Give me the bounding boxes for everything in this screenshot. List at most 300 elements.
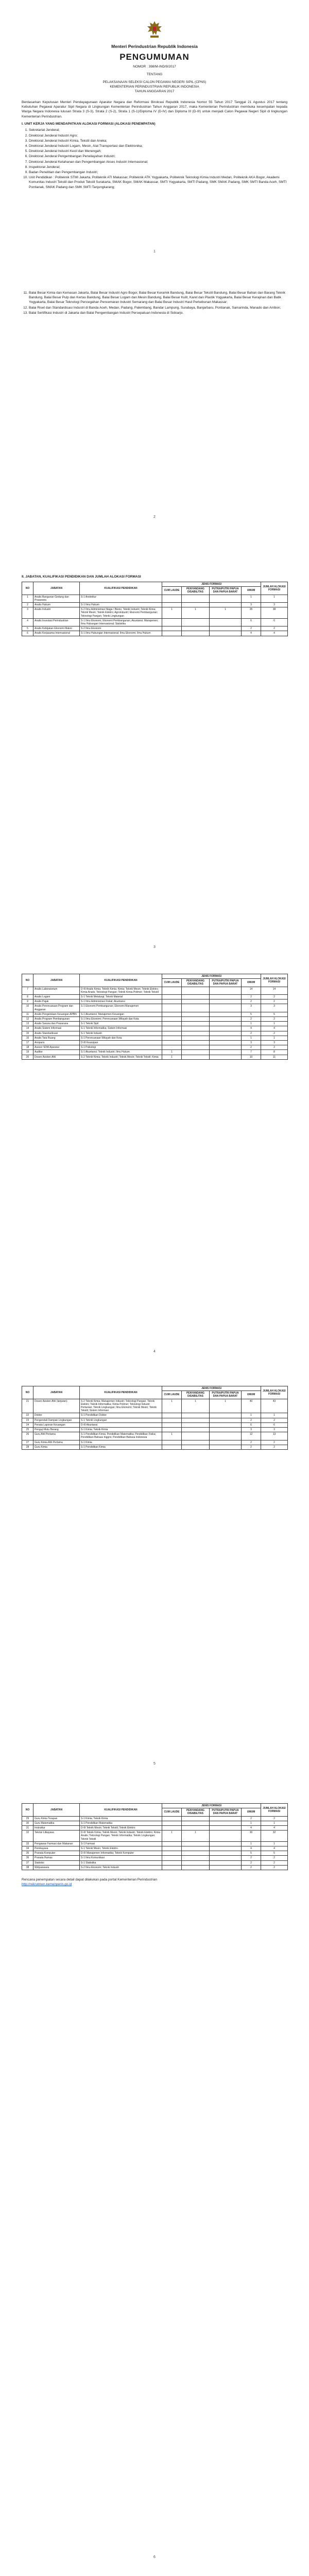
cell-papua: 1	[210, 1399, 242, 1413]
cell-umum: 2	[242, 626, 261, 631]
table-row	[22, 1012, 288, 1016]
cell-umum: 2	[242, 1445, 261, 1449]
cell-umum: 10	[242, 1055, 261, 1059]
cell-jabatan: Asesor SDM Aparatur	[33, 1045, 80, 1050]
cell-jumlah: 6	[261, 1422, 288, 1427]
cell-cumlaude	[162, 1865, 182, 1870]
cell-jabatan: Analis Pengelolaan Keuangan APBN	[33, 1012, 80, 1016]
cell-disabilitas	[182, 618, 210, 626]
cell-jabatan: Guru Kimia Terapan	[33, 1816, 80, 1821]
cell-disabilitas	[182, 1413, 210, 1418]
cell-no: 36	[22, 1856, 33, 1860]
cell-cumlaude	[162, 1418, 182, 1422]
cell-disabilitas: 1	[182, 1831, 210, 1842]
cell-cumlaude: 1	[162, 1432, 182, 1440]
cell-papua: 1	[210, 607, 242, 619]
cell-cumlaude	[162, 1045, 182, 1050]
table-row	[22, 1856, 288, 1860]
cell-umum: 1	[242, 1022, 261, 1026]
cell-papua	[210, 1432, 242, 1440]
cell-no: 12	[22, 1017, 33, 1022]
table-row	[22, 1399, 288, 1413]
cell-jumlah: 2	[261, 999, 288, 1004]
cell-disabilitas	[182, 999, 210, 1004]
cell-kualifikasi: S-1 Ilmu Hukum	[80, 603, 162, 607]
cell-cumlaude	[162, 631, 182, 636]
table-row	[22, 1440, 288, 1445]
cell-disabilitas	[182, 1017, 210, 1022]
cell-umum: 2	[242, 1440, 261, 1445]
cell-jabatan: Pengawas Farmasi dan Makanan	[33, 1841, 80, 1846]
cell-cumlaude	[162, 1816, 182, 1821]
header-kualifikasi: KUALIFIKASI PENDIDIKAN	[80, 1386, 162, 1399]
cell-umum: 2	[242, 1017, 261, 1022]
cell-kualifikasi: S-1 Pendidikan Kimia	[80, 1445, 162, 1449]
cell-papua	[210, 987, 242, 994]
header-papua: PUTRA/PUTRI PAPUA DAN PAPUA BARAT	[210, 1808, 242, 1816]
cell-jabatan: Analis Perencanaan Program dan Anggaran	[33, 1004, 80, 1012]
list-item: 13. Balai Sertifikasi Industri di Jakarta dan Balai Pengembangan Industri Persepatuan Indonesia di Sidoarjo.	[29, 311, 287, 315]
cell-jumlah: 2	[261, 1865, 288, 1870]
table-row	[22, 999, 288, 1004]
cell-cumlaude	[162, 999, 182, 1004]
cell-umum: 2	[242, 1816, 261, 1821]
cell-umum: 2	[242, 1865, 261, 1870]
cell-cumlaude	[162, 1017, 182, 1022]
list-item: 10. Unit Pendidikan : Politeknik STMI Jakarta, Politeknik ATI Makassar, Politeknik ATK Yogyakarta, Politeknik Teknologi Kimia Industri Medan, Politeknik AKA Bogor, Akademi Komunitas Industri Tekstil dan Produk Tekstil Surakarta, SMAK Bogor, SMAK Makassar, SMTI Yogyakarta, SMTI Padang, SMK SMAK Padang, SMK SMTI Banda Aceh, SMTI Pontianak, SMAK Padang dan SMK SMTI Tanjungkarang;	[29, 175, 287, 190]
cell-umum: 6	[242, 1422, 261, 1427]
cell-cumlaude: 1	[162, 1399, 182, 1413]
cell-cumlaude	[162, 1440, 182, 1445]
cell-no: 18	[22, 1045, 33, 1050]
table-row	[22, 995, 288, 999]
cell-no: 32	[22, 1831, 33, 1842]
cell-disabilitas	[182, 1050, 210, 1055]
cell-jumlah: 5	[261, 1012, 288, 1016]
header-jumlah: JUMLAH ALOKASI FORMASI	[261, 1804, 288, 1817]
about-label: TENTANG	[146, 73, 163, 76]
cell-umum: 1	[242, 1036, 261, 1040]
cell-cumlaude	[162, 1422, 182, 1427]
cell-no: 19	[22, 1050, 33, 1055]
cell-no: 28	[22, 1445, 33, 1449]
header-papua: PUTRA/PUTRI PAPUA DAN PAPUA BARAT	[210, 979, 242, 987]
cell-kualifikasi: S-2 Teknik Kimia; Manajemen Industri; Teknologi Pangan; Teknik Elektro; Teknik Informatika; Kimia Polimer; Teknologi Industri Pertanian; Teknik Lingkungan; Ilmu Ekonomi; Teknik Mesin; Teknik Tekstil; Sistem Informasi	[80, 1399, 162, 1413]
cell-jumlah: 4	[261, 1846, 288, 1851]
table-row	[22, 1050, 288, 1055]
cell-no: 6	[22, 631, 33, 636]
cell-papua	[210, 603, 242, 607]
section-1-title: I. UNIT KERJA YANG MENDAPATKAN ALOKASI FORMASI (ALOKASI PENEMPATAN)	[22, 122, 156, 126]
formation-table	[22, 974, 288, 1060]
cell-jumlah: 38	[261, 607, 288, 619]
cell-no: 37	[22, 1860, 33, 1865]
list-item: 2. Direktorat Jenderal Industri Agro;	[29, 133, 287, 138]
cell-kualifikasi: S-1 Ilmu Hubungan Internasional; Ilmu Ekonomi; Ilmu Hukum	[80, 631, 162, 636]
cell-jabatan: Dokter	[33, 1413, 80, 1418]
cell-jumlah: 1	[261, 1036, 288, 1040]
cell-jumlah: 4	[261, 1826, 288, 1831]
cell-jabatan: Teknisi Litkayasa	[33, 1831, 80, 1842]
cell-jabatan: Auditor	[33, 1050, 80, 1055]
cell-umum: 2	[242, 1418, 261, 1422]
table-row	[22, 1418, 288, 1422]
cell-umum: 2	[242, 1860, 261, 1865]
cell-no: 10	[22, 1004, 33, 1012]
cell-kualifikasi: S-1 Pendidikan Matematika	[80, 1821, 162, 1825]
header-cumlaude: CUM LAUDE	[162, 1808, 182, 1816]
cell-cumlaude	[162, 1428, 182, 1432]
cell-papua	[210, 1821, 242, 1825]
cell-papua	[210, 1856, 242, 1860]
cell-disabilitas	[182, 1821, 210, 1825]
cell-cumlaude	[162, 1031, 182, 1036]
cell-disabilitas	[182, 1445, 210, 1449]
cell-no: 24	[22, 1422, 33, 1427]
cell-jabatan: Dosen Asisten Ahli	[33, 1055, 80, 1059]
cell-disabilitas	[182, 1428, 210, 1432]
cell-jabatan: Statistisi	[33, 1860, 80, 1865]
cell-jabatan: Dosen Asisten Ahli (lanjutan)	[33, 1399, 80, 1413]
cell-disabilitas	[182, 1418, 210, 1422]
cell-kualifikasi: S-1 Akuntansi; Teknik Industri; Ilmu Hukum	[80, 1050, 162, 1055]
page-5	[22, 1386, 287, 1450]
cell-disabilitas	[182, 1826, 210, 1831]
cell-papua	[210, 1050, 242, 1055]
table-row	[22, 1846, 288, 1851]
section-2-title: II. JABATAN, KUALIFIKASI PENDIDIKAN DAN JUMLAH ALOKASI FORMASI	[22, 575, 141, 579]
cell-cumlaude	[162, 1012, 182, 1016]
table-row	[22, 1831, 288, 1842]
cell-disabilitas	[182, 1860, 210, 1865]
cell-jabatan: Arsiparis	[33, 1041, 80, 1045]
header-jabatan: JABATAN	[33, 1386, 80, 1399]
cell-jumlah: 2	[261, 1418, 288, 1422]
table-row	[22, 626, 288, 631]
cell-disabilitas	[182, 1841, 210, 1846]
cell-jabatan: Analis Program Pembangunan	[33, 1017, 80, 1022]
cell-jumlah: 2	[261, 626, 288, 631]
cell-cumlaude: 1	[162, 1831, 182, 1842]
header-jumlah: JUMLAH ALOKASI FORMASI	[261, 582, 288, 595]
cell-no: 1	[22, 595, 33, 602]
intro-paragraph: Berdasarkan Keputusan Menteri Pendayagunaan Aparatur Negara dan Reformasi Birokrasi Republik Indonesia Nomor 55 Tahun 2017 Tanggal 21 Agustus 2017 tentang Kebutuhan Pegawai Aparatur Sipil Negara di Lingkungan Kementerian Perindustrian Tahun Anggaran 2017, maka Kementerian Perindustrian membuka kesempatan kepada Warga Negara Indonesia lulusan Strata 3 (S-3), Strata 2 (S-2), Strata 1 (S-1)/Diploma IV (D-IV) dan Diploma III (D-III) untuk menjadi Calon Pegawai Negeri Sipil di lingkungan Kementerian Perindustrian.	[22, 100, 287, 118]
cell-disabilitas	[182, 1432, 210, 1440]
cell-cumlaude	[162, 618, 182, 626]
cell-jumlah: 13	[261, 1432, 288, 1440]
cell-jumlah: 2	[261, 995, 288, 999]
cell-papua	[210, 618, 242, 626]
cell-jabatan: Penata Laporan Keuangan	[33, 1422, 80, 1427]
cell-kualifikasi: S-2 Teknik Kimia; Teknik Industri; Teknik Mesin; Teknik Tekstil; Kimia	[80, 1055, 162, 1059]
page-number: 5	[153, 1762, 156, 1766]
cell-umum: 3	[242, 603, 261, 607]
cell-cumlaude	[162, 1860, 182, 1865]
cell-jabatan: Guru Ahli Pertama	[33, 1432, 80, 1440]
cell-disabilitas	[182, 595, 210, 602]
cell-kualifikasi: D-III Teknik Mesin; Teknik Tekstil; Teknik Elektro	[80, 1826, 162, 1831]
page-number: 4	[153, 1350, 156, 1353]
cell-umum: 12	[242, 1432, 261, 1440]
cell-no: 34	[22, 1846, 33, 1851]
cell-kualifikasi: S-1 Kimia; Teknik Kimia	[80, 1428, 162, 1432]
cell-kualifikasi: S-2 Ilmu Ekonomi; Teknik Industri	[80, 1865, 162, 1870]
cell-cumlaude	[162, 1004, 182, 1012]
cell-papua	[210, 1860, 242, 1865]
cell-jabatan: Analis Industri	[33, 607, 80, 619]
org-name: Menteri Perindustrian Republik Indonesia	[111, 44, 198, 49]
cell-jumlah: 2	[261, 1860, 288, 1865]
header-no: NO	[22, 974, 33, 987]
page-1	[22, 20, 287, 190]
cell-papua	[210, 631, 242, 636]
cell-umum: 2	[242, 1045, 261, 1050]
cell-jumlah: 11	[261, 1055, 288, 1059]
cell-no: 3	[22, 607, 33, 619]
table-row	[22, 1816, 288, 1821]
cell-kualifikasi: D-III Teknik Kimia; Teknik Mesin; Teknik Industri; Teknik Elektro; Kimia Analis; Teknologi Pangan; Teknik Informatika; Teknik Lingkungan; Teknik Tekstil	[80, 1831, 162, 1842]
header-kualifikasi: KUALIFIKASI PENDIDIKAN	[80, 1804, 162, 1817]
table-row	[22, 1041, 288, 1045]
cell-no: 8	[22, 995, 33, 999]
header-no: NO	[22, 1386, 33, 1399]
document-number: NOMOR : 398/M-IND/9/2017	[133, 65, 176, 69]
cell-jabatan: Analis Bangunan Gedung dan Prasarana	[33, 595, 80, 602]
cell-cumlaude: 1	[162, 1055, 182, 1059]
cell-papua	[210, 995, 242, 999]
formation-table	[22, 582, 288, 636]
list-item: 6. Direktorat Jenderal Pengembangan Perwilayahan Industri;	[29, 154, 287, 159]
cell-umum: 5	[242, 1851, 261, 1856]
cell-jabatan: Analis Laboratorium	[33, 987, 80, 994]
cell-jabatan: Pranata Komputer	[33, 1851, 80, 1856]
cell-jabatan: Analis Investasi Perindustrian	[33, 618, 80, 626]
cell-no: 9	[22, 999, 33, 1004]
table-row	[22, 1017, 288, 1022]
cell-cumlaude	[162, 1036, 182, 1040]
cell-jabatan: Pranata Humas	[33, 1856, 80, 1860]
cell-kualifikasi: D-III Kearsipan	[80, 1041, 162, 1045]
cell-no: 35	[22, 1851, 33, 1856]
cell-jumlah: 43	[261, 1399, 288, 1413]
table-row	[22, 1428, 288, 1432]
cell-umum: 1	[242, 1413, 261, 1418]
cell-disabilitas	[182, 987, 210, 994]
cell-kualifikasi: S-1 Kimia	[80, 1440, 162, 1445]
list-item: 11. Balai Besar Kimia dan Kemasan Jakarta, Balai Besar Industri Agro Bogor, Balai Besar Keramik Bandung, Balai Besar Tekstil Bandung, Balai Besar Bahan dan Barang Teknik Bandung, Balai Besar Pulp dan Kertas Bandung, Balai Besar Logam dan Mesin Bandung, Balai Besar Kulit, Karet dan Plastik Yogyakarta, Balai Besar Kerajinan dan Batik Yogyakarta, Balai Besar Teknologi Pencegahan Pencemaran Industri Semarang dan Balai Besar Industri Hasil Perkebunan Makassar;	[29, 291, 287, 305]
table-row	[22, 1821, 288, 1825]
header-cumlaude: CUM LAUDE	[162, 1391, 182, 1399]
cell-umum: 4	[242, 1846, 261, 1851]
cell-jumlah: 5	[261, 1851, 288, 1856]
cell-umum: 3	[242, 1041, 261, 1045]
cell-no: 25	[22, 1428, 33, 1432]
cell-no: 38	[22, 1865, 33, 1870]
cell-disabilitas	[182, 1031, 210, 1036]
cell-disabilitas	[182, 995, 210, 999]
cell-papua	[210, 1041, 242, 1045]
cell-jumlah: 6	[261, 618, 288, 626]
cell-papua	[210, 1055, 242, 1059]
recruitment-link[interactable]: http://rekrutmen.kemenperin.go.id	[22, 1883, 72, 1887]
page-number: 6	[153, 2555, 156, 2559]
header-jumlah: JUMLAH ALOKASI FORMASI	[261, 974, 288, 987]
subject-line: KEMENTERIAN PERINDUSTRIAN REPUBLIK INDONESIA	[110, 85, 199, 89]
cell-umum: 4	[242, 1026, 261, 1031]
table-row	[22, 1022, 288, 1026]
cell-jabatan: Penguji Mutu Barang	[33, 1428, 80, 1432]
cell-no: 15	[22, 1031, 33, 1036]
page-2	[22, 289, 287, 316]
cell-cumlaude	[162, 595, 182, 602]
cell-disabilitas	[182, 626, 210, 631]
cell-no: 14	[22, 1026, 33, 1031]
cell-jabatan: Analis Standardisasi	[33, 1031, 80, 1036]
cell-umum: 40	[242, 1399, 261, 1413]
cell-papua	[210, 1826, 242, 1831]
cell-umum: 35	[242, 607, 261, 619]
cell-umum: 1	[242, 1841, 261, 1846]
footer-note-text: Rencana penempatan secara detail dapat dilakukan pada portal Kementerian Perindustrian	[22, 1878, 158, 1882]
cell-disabilitas	[182, 1856, 210, 1860]
cell-papua	[210, 1017, 242, 1022]
cell-jumlah: 4	[261, 1026, 288, 1031]
cell-jumlah: 2	[261, 1045, 288, 1050]
cell-umum: 4	[242, 631, 261, 636]
cell-kualifikasi: S-1 Arsitektur	[80, 595, 162, 602]
cell-umum: 2	[242, 995, 261, 999]
cell-papua	[210, 1036, 242, 1040]
cell-kualifikasi: D-III Akuntansi	[80, 1422, 162, 1427]
header-kualifikasi: KUALIFIKASI PENDIDIKAN	[80, 582, 162, 595]
cell-jabatan: Widyaiswara	[33, 1865, 80, 1870]
list-item: 1. Sekretariat Jenderal;	[29, 128, 287, 132]
cell-kualifikasi: S-1 Perencanaan Wilayah dan Kota	[80, 1036, 162, 1040]
page-4	[22, 974, 287, 1060]
cell-kualifikasi: S-1 Ilmu Komunikasi	[80, 1856, 162, 1860]
table-row	[22, 631, 288, 636]
cell-jabatan: Analis Sarana dan Prasarana	[33, 1022, 80, 1026]
cell-papua	[210, 1026, 242, 1031]
cell-cumlaude	[162, 603, 182, 607]
table-row	[22, 1031, 288, 1036]
cell-kualifikasi: S-1 Pendidikan Dokter	[80, 1413, 162, 1418]
table-row	[22, 1045, 288, 1050]
cell-disabilitas	[182, 1045, 210, 1050]
cell-cumlaude	[162, 1821, 182, 1825]
list-item: 9. Badan Penelitian dan Pengembangan Industri;	[29, 170, 287, 175]
cell-cumlaude	[162, 1413, 182, 1418]
page-6	[22, 1803, 287, 1890]
cell-cumlaude	[162, 995, 182, 999]
cell-kualifikasi: S-1 Farmasi	[80, 1841, 162, 1846]
cell-jumlah: 2	[261, 1856, 288, 1860]
cell-no: 7	[22, 987, 33, 994]
cell-umum: 5	[242, 1012, 261, 1016]
list-item: 7. Direktorat Jenderal Ketahanan dan Pengembangan Akses Industri Internasional;	[29, 160, 287, 164]
cell-no: 20	[22, 1055, 33, 1059]
page-title: PENGUMUMAN	[119, 52, 190, 62]
header-disabilitas: PENYANDANG DISABILITAS	[182, 587, 210, 595]
table-row	[22, 603, 288, 607]
footer-note	[22, 1877, 287, 1887]
cell-kualifikasi: S-1 Teknik Metalurgi; Teknik Material	[80, 995, 162, 999]
table-row	[22, 607, 288, 619]
header-jenis-formasi: JENIS FORMASI	[162, 1386, 261, 1391]
cell-cumlaude	[162, 1856, 182, 1860]
cell-kualifikasi: S-1 Ekonomi Pembangunan; Ekonomi Manajemen	[80, 1004, 162, 1012]
header-jenis-formasi: JENIS FORMASI	[162, 582, 261, 587]
cell-umum: 4	[242, 1826, 261, 1831]
table-row	[22, 1445, 288, 1449]
cell-papua	[210, 1045, 242, 1050]
cell-jumlah: 2	[261, 1031, 288, 1036]
cell-disabilitas	[182, 1004, 210, 1012]
cell-disabilitas	[182, 1026, 210, 1031]
cell-disabilitas: 1	[182, 607, 210, 619]
cell-umum: 3	[242, 1004, 261, 1012]
cell-papua	[210, 1440, 242, 1445]
cell-jumlah: 1	[261, 1841, 288, 1846]
header-no: NO	[22, 1804, 33, 1817]
cell-kualifikasi: S-1 Kimia; Teknik Kimia	[80, 1816, 162, 1821]
cell-kualifikasi: S-1 Teknik Mesin; Teknik Elektro	[80, 1846, 162, 1851]
header-cumlaude: CUM LAUDE	[162, 587, 182, 595]
cell-jumlah: 14	[261, 987, 288, 994]
cell-kualifikasi: S-1 Statistika	[80, 1860, 162, 1865]
table-row	[22, 1055, 288, 1059]
cell-disabilitas	[182, 1865, 210, 1870]
table-row	[22, 1860, 288, 1865]
cell-umum: 2	[242, 999, 261, 1004]
header-kualifikasi: KUALIFIKASI PENDIDIKAN	[80, 974, 162, 987]
header-cumlaude: CUM LAUDE	[162, 979, 182, 987]
list-item: 3. Direktorat Jenderal Industri Kimia, Tekstil dan Aneka;	[29, 139, 287, 143]
cell-papua	[210, 1846, 242, 1851]
page-number: 3	[153, 945, 156, 949]
cell-kualifikasi: S-1 Teknik Lingkungan	[80, 1418, 162, 1422]
cell-no: 13	[22, 1022, 33, 1026]
cell-umum: 1	[242, 1821, 261, 1825]
cell-jabatan: Perekayasa	[33, 1846, 80, 1851]
header-jenis-formasi: JENIS FORMASI	[162, 974, 261, 979]
cell-no: 27	[22, 1440, 33, 1445]
table-row	[22, 1422, 288, 1427]
cell-cumlaude: 1	[162, 1050, 182, 1055]
cell-papua	[210, 1413, 242, 1418]
cell-no: 2	[22, 603, 33, 607]
cell-umum: 14	[242, 987, 261, 994]
cell-papua	[210, 1865, 242, 1870]
cell-umum: 2	[242, 1856, 261, 1860]
cell-umum: 3	[242, 1428, 261, 1432]
cell-cumlaude: 1	[162, 607, 182, 619]
cell-kualifikasi: S-1 Teknik Informatika; Sistem Informasi	[80, 1026, 162, 1031]
cell-cumlaude	[162, 1041, 182, 1045]
cell-kualifikasi: D-III Manajemen Informatika; Teknik Komputer	[80, 1851, 162, 1856]
cell-no: 33	[22, 1841, 33, 1846]
cell-papua	[210, 1418, 242, 1422]
unit-list	[22, 128, 287, 189]
cell-jumlah: 2	[261, 1440, 288, 1445]
cell-cumlaude	[162, 626, 182, 631]
formation-table	[22, 1386, 288, 1450]
formation-table	[22, 1803, 288, 1870]
cell-jabatan: Analis Sistem Informasi	[33, 1026, 80, 1031]
cell-kualifikasi: S-2 Ilmu Ekonomi	[80, 626, 162, 631]
table-row	[22, 1432, 288, 1440]
cell-no: 23	[22, 1418, 33, 1422]
